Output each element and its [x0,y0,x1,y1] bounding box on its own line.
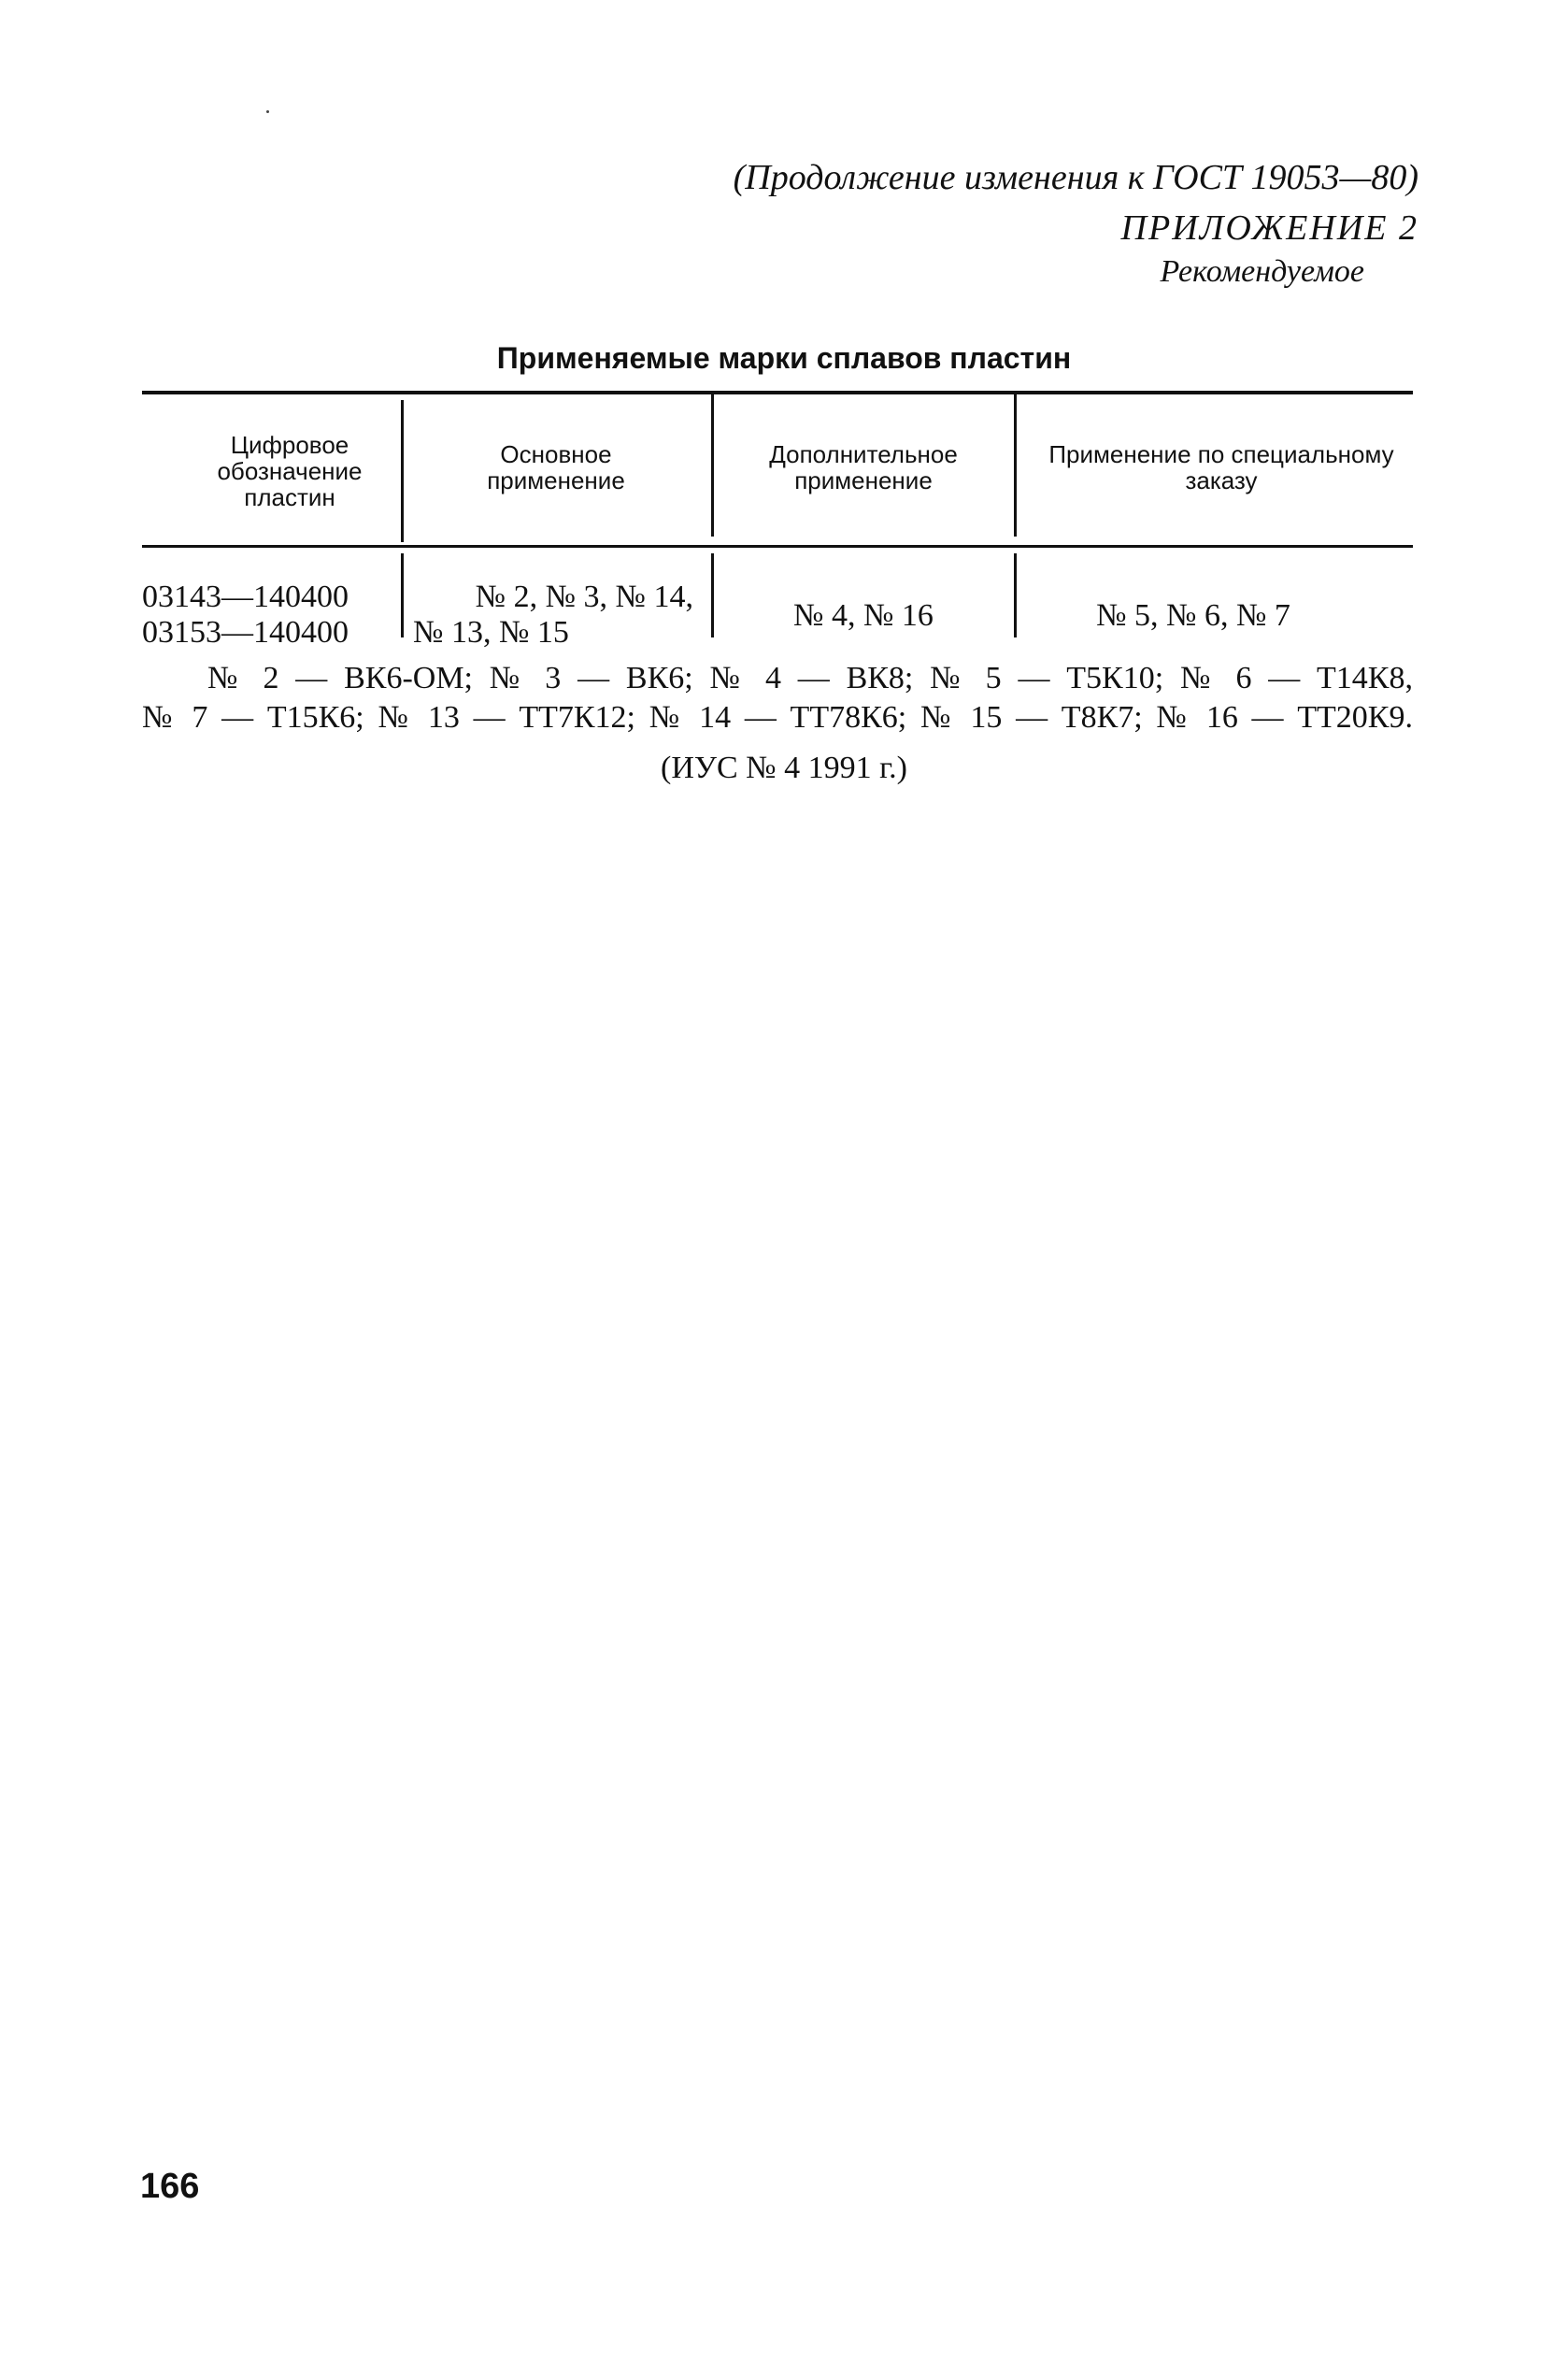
column-divider [711,553,714,637]
appendix-title: ПРИЛОЖЕНИЕ 2 [1120,208,1418,248]
speck [266,110,269,113]
column-header-additional: Дополнительное применение [769,440,958,494]
source-reference: (ИУС № 4 1991 г.) [661,751,907,785]
column-header-designation: Цифровое обозначение пластин [217,431,363,511]
continuation-header: (Продолжение изменения к ГОСТ 19053—80) [733,158,1418,197]
table-header-rule [142,545,1413,548]
alloy-note-line: № 2 — ВК6-ОМ; № 3 — ВК6; № 4 — ВК8; № 5 — Т5К10; № 6 — Т14К8, [207,661,1413,695]
column-divider [711,394,714,537]
appendix-status: Рекомендуемое [1160,254,1364,289]
column-divider [1014,394,1017,537]
alloy-note-line: № 7 — Т15К6; № 13 — ТТ7К12; № 14 — ТТ78К6; № 15 — Т8К7; № 16 — ТТ20К9. [142,700,1413,735]
column-divider [1014,553,1017,637]
cell-main-application: № 2, № 3, № 14, № 13, № 15 [413,580,693,650]
column-header-special: Применение по специальному заказу [1048,440,1394,494]
table-top-rule [142,391,1413,394]
table-title: Применяемые марки сплавов пластин [496,341,1072,375]
cell-designation: 03143—140400 03153—140400 [142,580,349,650]
column-divider [401,553,404,637]
column-divider [401,400,404,542]
cell-special-application: № 5, № 6, № 7 [1096,598,1290,633]
column-header-main: Основное применение [487,440,625,494]
cell-additional-application: № 4, № 16 [793,598,934,633]
page-number: 166 [140,2167,200,2206]
